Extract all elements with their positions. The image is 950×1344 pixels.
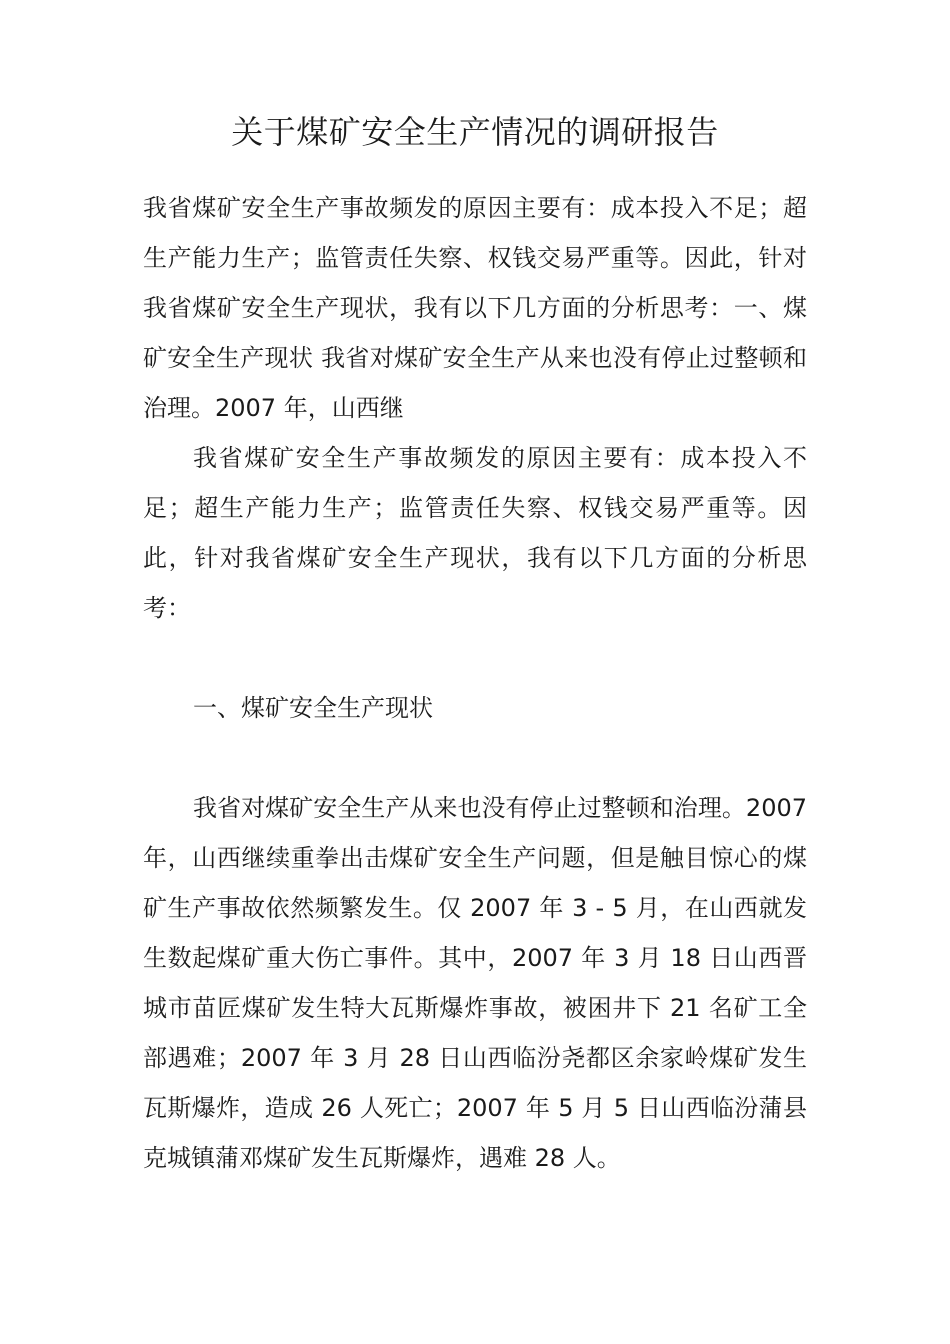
section-body-paragraph: 我省对煤矿安全生产从来也没有停止过整顿和治理。2007 年，山西继续重拳出击煤矿安全生产问题，但是触目惊心的煤矿生产事故依然频繁发生。仅 2007 年 3 - 5 月，在山西就发生数起煤矿重大伤亡事件。其中，2007 年 3 月 18 日山西晋城市苗匠煤矿发生特大瓦斯爆炸事故，被困井下 21 名矿工全部遇难；2007 年 3 月 28 日山西临汾尧都区余家岭煤矿发生瓦斯爆炸，造成 26 人死亡；2007 年 5 月 5 日山西临汾蒲县克城镇蒲邓煤矿发生瓦斯爆炸，遇难 28 人。 (143, 794, 807, 1172)
intro-paragraph: 我省煤矿安全生产事故频发的原因主要有：成本投入不足；超生产能力生产；监管责任失察、权钱交易严重等。因此，针对我省煤矿安全生产现状，我有以下几方面的分析思考： (143, 444, 807, 622)
document-body (143, 183, 807, 1183)
document-title: 关于煤矿安全生产情况的调研报告 (231, 113, 719, 151)
section-heading: 一、煤矿安全生产现状 (193, 694, 433, 722)
paragraph-spacer (143, 633, 807, 683)
paragraph-spacer (143, 733, 807, 783)
summary-paragraph: 我省煤矿安全生产事故频发的原因主要有：成本投入不足；超生产能力生产；监管责任失察、权钱交易严重等。因此，针对我省煤矿安全生产现状，我有以下几方面的分析思考：一、煤矿安全生产现状 我省对煤矿安全生产从来也没有停止过整顿和治理。2007 年，山西继 (143, 194, 807, 422)
